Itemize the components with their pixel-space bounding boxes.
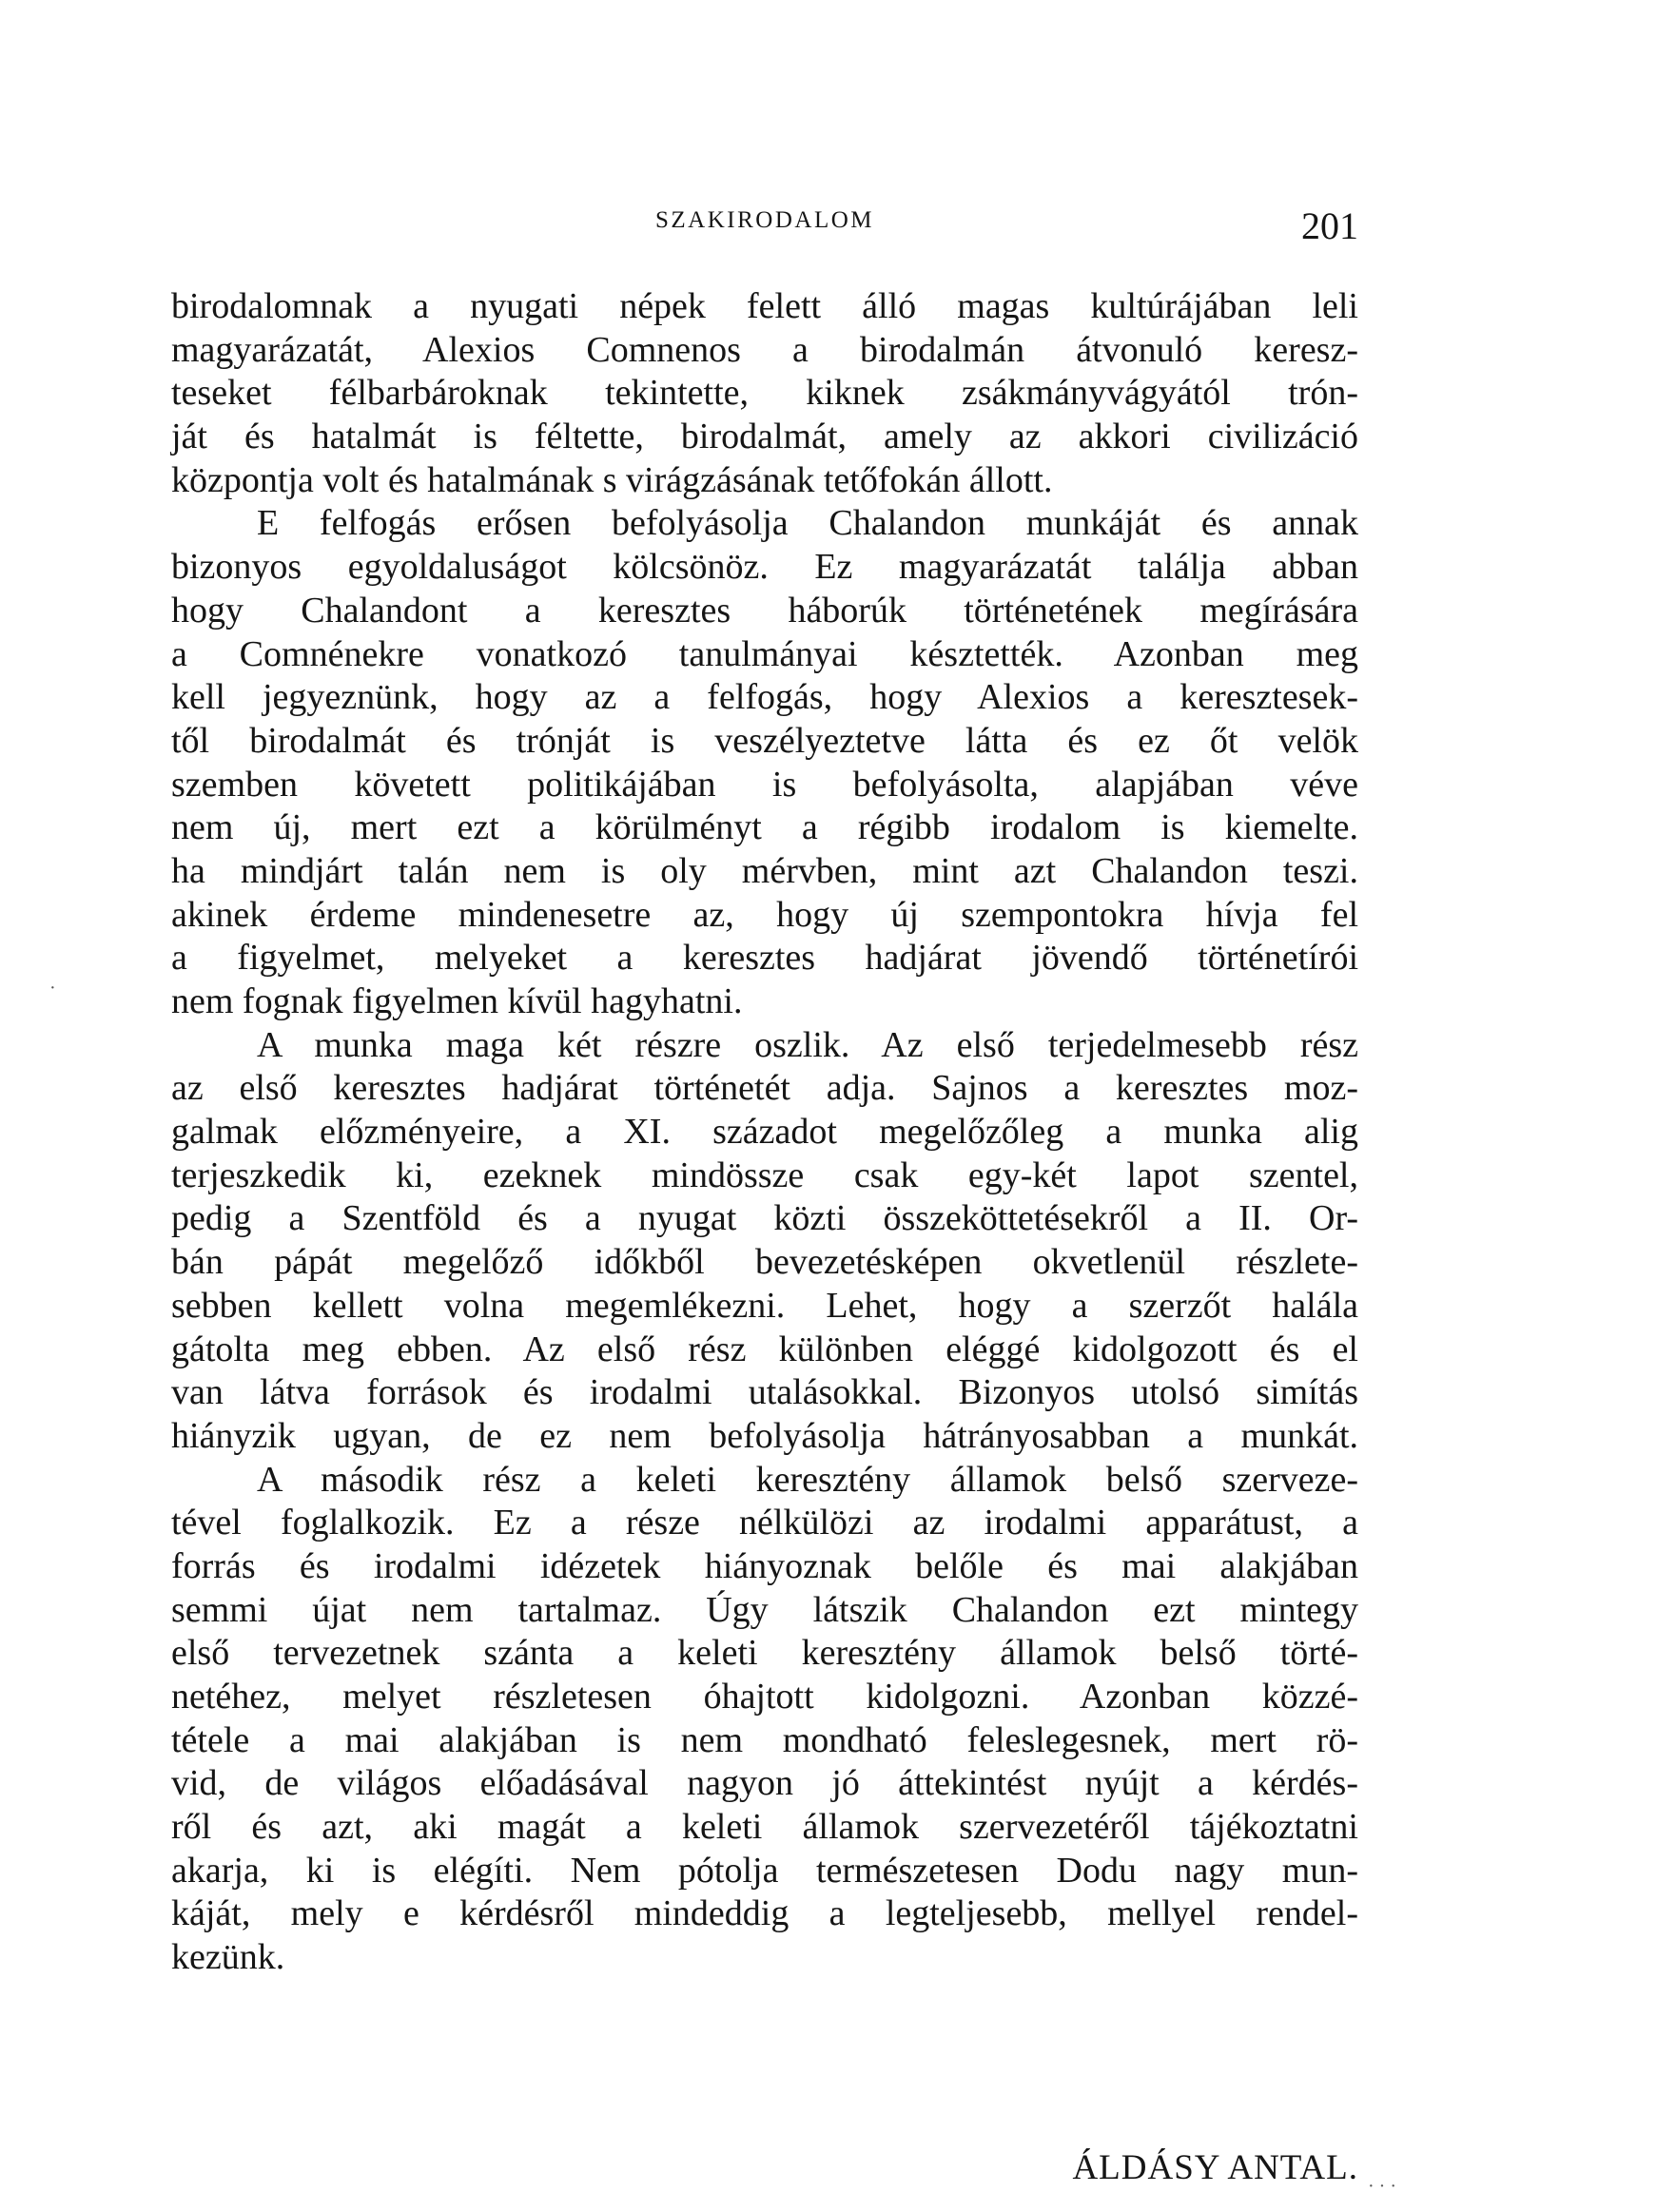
running-header <box>171 204 1358 249</box>
text-line: a figyelmet, melyeket a keresztes hadjárat jövendő történetírói <box>171 938 1358 979</box>
text-line: kell jegyeznünk, hogy az a felfogás, hogy Alexios a keresztesek- <box>171 677 1358 718</box>
text-line: vid, de világos előadásával nagyon jó áttekintést nyújt a kérdés- <box>171 1763 1358 1804</box>
text-line: ha mindjárt talán nem is oly mérvben, mint azt Chalandon teszi. <box>171 850 1358 891</box>
author-signature: ÁLDÁSY ANTAL. <box>1072 2148 1358 2187</box>
page-number: 201 <box>1301 204 1358 247</box>
text-line: első tervezetnek szánta a keleti keresztény államok belső törté- <box>171 1633 1358 1674</box>
text-line: birodalomnak a nyugati népek felett álló magas kultúrájában leli <box>171 286 1358 326</box>
margin-speck: · <box>49 978 56 999</box>
text-line: magyarázatát, Alexios Comnenos a birodalmán átvonuló keresz- <box>171 329 1358 370</box>
paragraph-first-line: E felfogás erősen befolyásolja Chalandon munkáját és annak <box>257 503 1358 544</box>
text-line: akarja, ki is elégíti. Nem pótolja természetesen Dodu nagy mun- <box>171 1850 1358 1891</box>
text-line: terjeszkedik ki, ezeknek mindössze csak egy-két lapot szentel, <box>171 1155 1358 1195</box>
body-text <box>171 285 1358 1980</box>
running-title: SZAKIRODALOM <box>655 207 874 233</box>
text-line: káját, mely e kérdésről mindeddig a legteljesebb, mellyel rendel- <box>171 1893 1358 1934</box>
text-line: ját és hatalmát is féltette, birodalmát, amely az akkori civilizáció <box>171 417 1358 457</box>
text-line: kezünk. <box>171 1937 285 1978</box>
text-line: gátolta meg ebben. Az első rész különben eléggé kidolgozott és el <box>171 1329 1358 1369</box>
text-line: akinek érdeme mindenesetre az, hogy új szempontokra hívja fel <box>171 894 1358 935</box>
margin-speck: · · · <box>1368 2176 1396 2197</box>
text-line: semmi újat nem tartalmaz. Úgy látszik Chalandon ezt mintegy <box>171 1589 1358 1630</box>
text-line: van látva források és irodalmi utalásokkal. Bizonyos utolsó simítás <box>171 1372 1358 1413</box>
paragraph-first-line: A második rész a keleti keresztény államok belső szerveze- <box>257 1459 1358 1500</box>
text-line: ről és azt, aki magát a keleti államok szervezetéről tájékoztatni <box>171 1807 1358 1848</box>
paragraph-first-line: A munka maga két részre oszlik. Az első terjedelmesebb rész <box>257 1024 1358 1065</box>
text-line: től birodalmát és trónját is veszélyeztetve látta és ez őt velök <box>171 720 1358 761</box>
text-line: bán pápát megelőző időkből bevezetésképen okvetlenül részlete- <box>171 1242 1358 1283</box>
text-line: a Comnénekre vonatkozó tanulmányai késztették. Azonban meg <box>171 633 1358 674</box>
text-line: hiányzik ugyan, de ez nem befolyásolja hátrányosabban a munkát. <box>171 1415 1358 1456</box>
text-line: nem fognak figyelmen kívül hagyhatni. <box>171 981 743 1021</box>
text-line: az első keresztes hadjárat történetét adja. Sajnos a keresztes moz- <box>171 1068 1358 1109</box>
text-line: pedig a Szentföld és a nyugat közti összeköttetésekről a II. Or- <box>171 1198 1358 1239</box>
text-line: tétele a mai alakjában is nem mondható feleslegesnek, mert rö- <box>171 1719 1358 1760</box>
text-line: szemben követett politikájában is befolyásolta, alapjában véve <box>171 764 1358 805</box>
text-line: bizonyos egyoldaluságot kölcsönöz. Ez magyarázatát találja abban <box>171 547 1358 588</box>
text-line: tével foglalkozik. Ez a része nélkülözi az irodalmi apparátust, a <box>171 1503 1358 1543</box>
text-line: nem új, mert ezt a körülményt a régibb irodalom is kiemelte. <box>171 807 1358 848</box>
text-line: teseket félbarbároknak tekintette, kiknek zsákmányvágyától trón- <box>171 373 1358 414</box>
text-line: netéhez, melyet részletesen óhajtott kidolgozni. Azonban közzé- <box>171 1677 1358 1717</box>
text-line: sebben kellett volna megemlékezni. Lehet, hogy a szerzőt halála <box>171 1285 1358 1326</box>
text-line: galmak előzményeire, a XI. századot megelőzőleg a munka alig <box>171 1112 1358 1153</box>
text-line: központja volt és hatalmának s virágzásának tetőfokán állott. <box>171 459 1053 500</box>
text-line: hogy Chalandont a keresztes háborúk történetének megírására <box>171 590 1358 631</box>
text-line: forrás és irodalmi idézetek hiányoznak belőle és mai alakjában <box>171 1545 1358 1586</box>
